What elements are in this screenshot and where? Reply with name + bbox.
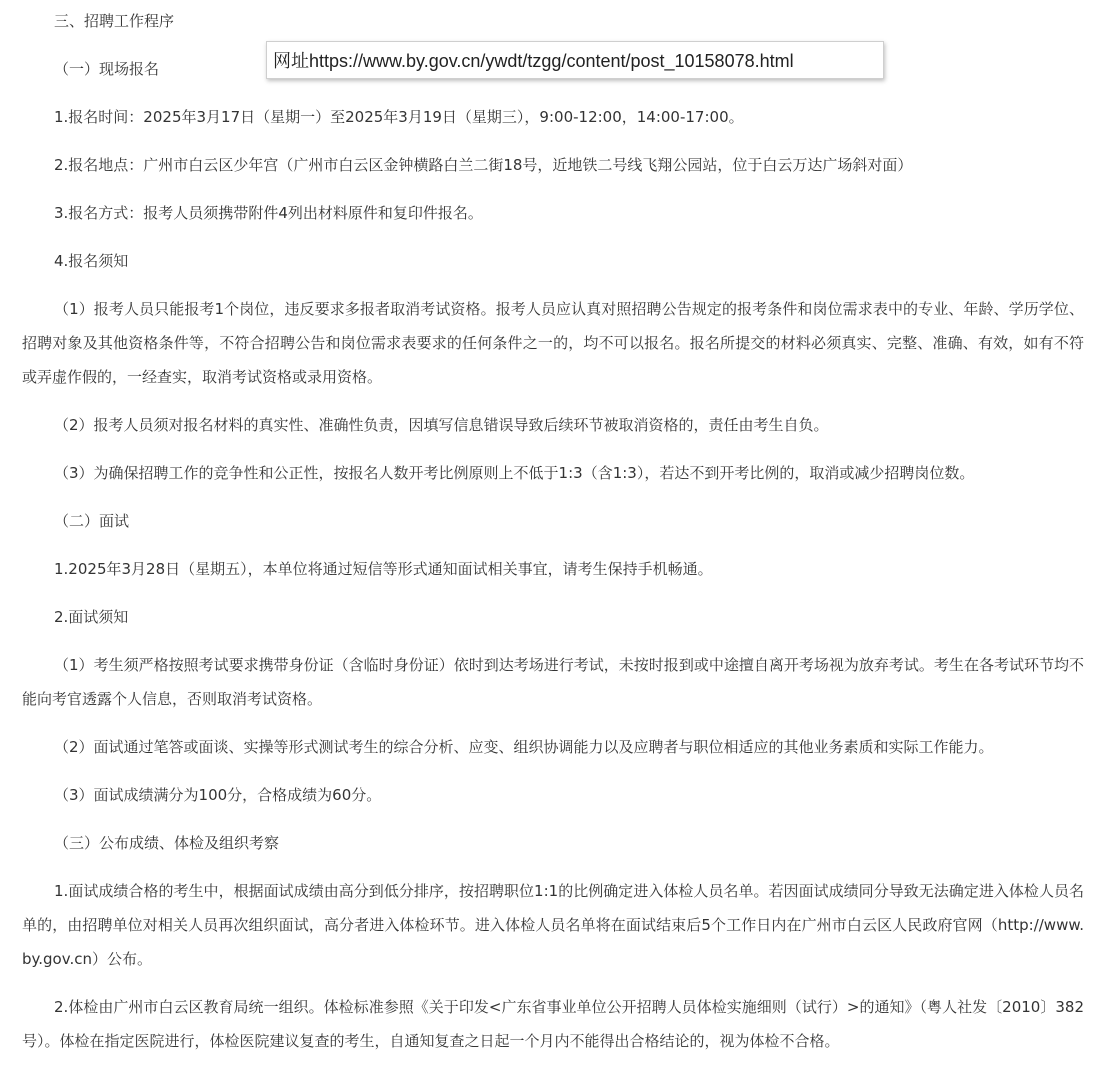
paragraph-registration-notice-title: 4.报名须知 bbox=[54, 252, 129, 270]
paragraph-registration-method: 3.报名方式：报考人员须携带附件4列出材料原件和复印件报名。 bbox=[54, 204, 483, 222]
paragraph-registration-notice-2: （2）报考人员须对报名材料的真实性、准确性负责，因填写信息错误导致后续环节被取消资格的，责任由考生自负。 bbox=[54, 416, 829, 434]
subsection-heading-2: （二）面试 bbox=[54, 512, 130, 530]
paragraph-interview-notice-2: （2）面试通过笔答或面谈、实操等形式测试考生的综合分析、应变、组织协调能力以及应聘者与职位相适应的其他业务素质和实际工作能力。 bbox=[54, 738, 994, 756]
subsection-heading-3: （三）公布成绩、体检及组织考察 bbox=[54, 834, 280, 852]
paragraph-interview-notice-3: （3）面试成绩满分为100分，合格成绩为60分。 bbox=[54, 786, 382, 804]
paragraph-interview-notice-1: （1）考生须严格按照考试要求携带身份证（含临时身份证）依时到达考场进行考试，未按时报到或中途擅自离开考场视为放弃考试。考生在各考试环节均不能向考官透露个人信息，否则取消考试资格。 bbox=[22, 656, 1084, 708]
subsection-heading-1: （一）现场报名 bbox=[54, 60, 160, 78]
paragraph-results-1: 1.面试成绩合格的考生中，根据面试成绩由高分到低分排序，按招聘职位1:1的比例确定进入体检人员名单。若因面试成绩同分导致无法确定进入体检人员名单的，由招聘单位对相关人员再次组织面试，高分者进入体检环节。进入体检人员名单将在面试结束后5个工作日内在广州市白云区人民政府官网（http://www.by.gov.cn）公布。 bbox=[22, 882, 1084, 968]
paragraph-registration-notice-1: （1）报考人员只能报考1个岗位，违反要求多报者取消考试资格。报考人员应认真对照招聘公告规定的报考条件和岗位需求表中的专业、年龄、学历学位、招聘对象及其他资格条件等，不符合招聘公告和岗位需求表要求的任何条件之一的，均不可以报名。报名所提交的材料必须真实、完整、准确、有效，如有不符或弄虚作假的，一经查实，取消考试资格或录用资格。 bbox=[22, 300, 1084, 386]
document-body bbox=[22, 0, 1084, 1058]
paragraph-results-2: 2.体检由广州市白云区教育局统一组织。体检标准参照《关于印发<广东省事业单位公开招聘人员体检实施细则（试行）>的通知》（粤人社发〔2010〕382号）。体检在指定医院进行，体检医院建议复查的考生，自通知复查之日起一个月内不能得出合格结论的，视为体检不合格。 bbox=[22, 998, 1084, 1050]
section-heading-3: 三、招聘工作程序 bbox=[54, 12, 175, 30]
url-tooltip: 网址https://www.by.gov.cn/ywdt/tzgg/content/post_10158078.html bbox=[266, 41, 884, 79]
paragraph-interview-date: 1.2025年3月28日（星期五），本单位将通过短信等形式通知面试相关事宜，请考生保持手机畅通。 bbox=[54, 560, 713, 578]
paragraph-registration-time: 1.报名时间：2025年3月17日（星期一）至2025年3月19日（星期三），9:00-12:00，14:00-17:00。 bbox=[54, 108, 744, 126]
paragraph-registration-notice-3: （3）为确保招聘工作的竞争性和公正性，按报名人数开考比例原则上不低于1:3（含1:3），若达不到开考比例的，取消或减少招聘岗位数。 bbox=[54, 464, 975, 482]
paragraph-interview-notice-title: 2.面试须知 bbox=[54, 608, 129, 626]
paragraph-registration-location: 2.报名地点：广州市白云区少年宫（广州市白云区金钟横路白兰二街18号，近地铁二号线飞翔公园站，位于白云万达广场斜对面） bbox=[54, 156, 913, 174]
